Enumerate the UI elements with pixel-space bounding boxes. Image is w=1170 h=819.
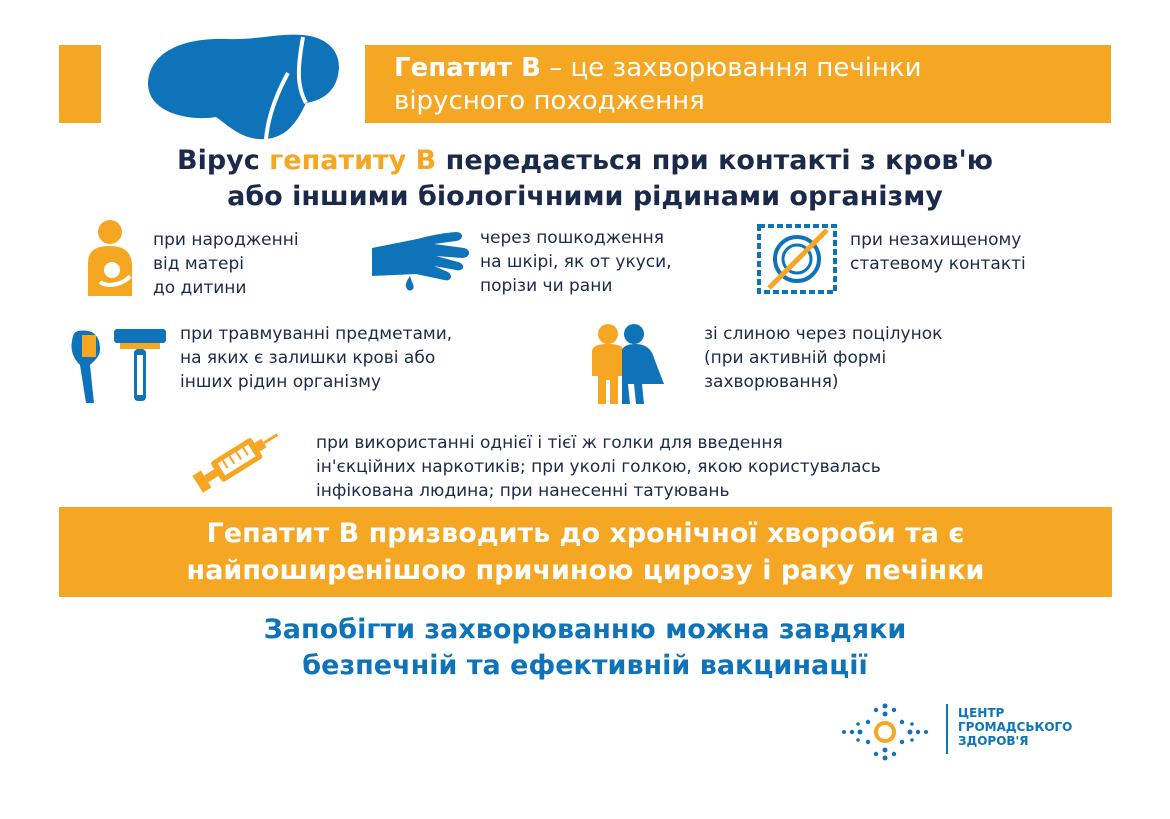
route-line: при травмуванні предметами, <box>180 324 453 344</box>
route-line: до дитини <box>153 278 247 298</box>
bleeding-hand-icon <box>372 228 472 292</box>
route-birth-text <box>153 228 299 300</box>
transmission-title <box>70 143 1100 215</box>
route-objects-text <box>180 322 452 394</box>
route-skin-text <box>480 226 672 298</box>
consequence-text <box>59 515 1112 589</box>
route-sexual-text <box>850 228 1026 276</box>
title-line2: або іншими біологічними рідинами організму <box>227 181 943 212</box>
logo-divider <box>946 704 948 754</box>
header-left-stripe <box>59 45 101 123</box>
title-highlight: гепатиту В <box>269 145 437 176</box>
route-line: ін'єкційних наркотиків; при уколі голкою, якою користувалась <box>316 457 881 477</box>
route-line: порізи чи рани <box>480 276 613 296</box>
title-part1: Вірус <box>177 145 270 176</box>
toothbrush-razor-icon <box>68 325 178 405</box>
logo-line3: ЗДОРОВ'Я <box>958 734 1029 748</box>
route-line: на яких є залишки крові або <box>180 348 436 368</box>
route-line: на шкірі, як от укуси, <box>480 252 672 272</box>
route-line: при незахищеному <box>850 230 1022 250</box>
header-text <box>394 52 1104 118</box>
liver-icon <box>138 25 348 145</box>
logo-line2: ГРОМАДСЬКОГО <box>958 720 1073 734</box>
syringe-icon <box>185 425 285 497</box>
mother-child-icon <box>78 218 148 296</box>
logo-text <box>958 706 1072 748</box>
route-needle-text <box>316 431 881 503</box>
route-line: інших рідин організму <box>180 372 382 392</box>
prevention-line2: безпечній та ефективній вакцинації <box>302 650 868 681</box>
title-part2: передається при контакті з кров'ю <box>436 145 993 176</box>
route-line: статевому контакті <box>850 254 1026 274</box>
consequence-line1: Гепатит В призводить до хронічної хвороби та є <box>206 518 965 549</box>
route-line: інфікована людина; при нанесенні татуювань <box>316 481 730 501</box>
condom-crossed-icon <box>757 224 837 294</box>
route-line: захворювання) <box>704 372 839 392</box>
kissing-couple-icon <box>582 322 672 406</box>
prevention-text <box>120 612 1050 684</box>
route-line: при використанні однієї і тієї ж голки для введення <box>316 433 783 453</box>
route-line: при народженні <box>153 230 299 250</box>
route-line: зі слиною через поцілунок <box>704 324 943 344</box>
route-line: від матері <box>153 254 245 274</box>
logo-line1: ЦЕНТР <box>958 706 1005 720</box>
public-health-center-logo-icon <box>840 700 930 764</box>
header-rest: – це захворювання печінки <box>540 53 922 83</box>
consequence-line2: найпоширенішою причиною цирозу і раку печінки <box>186 555 985 586</box>
route-line: через пошкодження <box>480 228 664 248</box>
route-line: (при активній формі <box>704 348 887 368</box>
route-saliva-text <box>704 322 942 394</box>
prevention-line1: Запобігти захворюванню можна завдяки <box>263 614 907 645</box>
header-line2: вірусного походження <box>394 86 705 116</box>
header-bold: Гепатит В <box>394 53 541 83</box>
